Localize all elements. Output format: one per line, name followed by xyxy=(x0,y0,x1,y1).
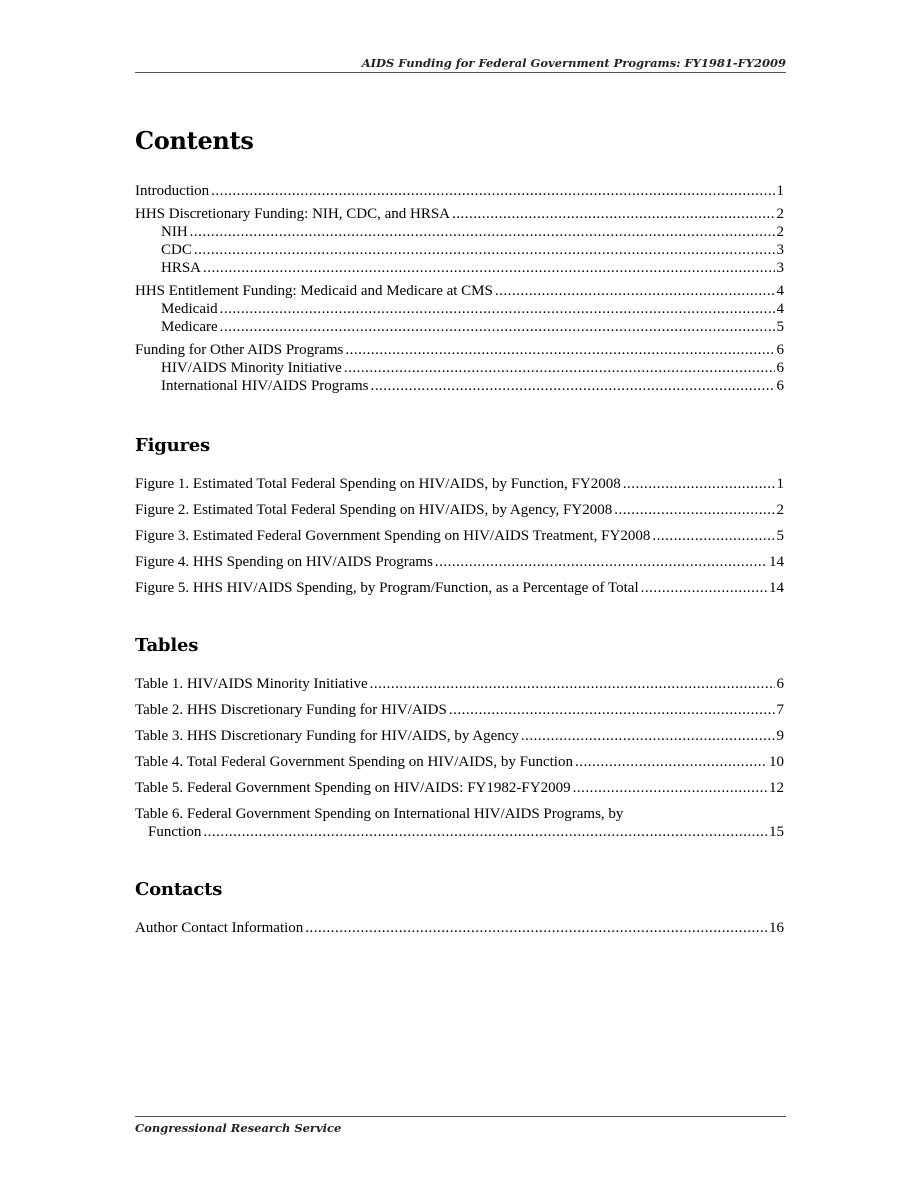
toc-entry-label: Figure 2. Estimated Total Federal Spending on HIV/AIDS, by Agency, FY2008 xyxy=(135,502,613,518)
dot-leader xyxy=(495,282,775,300)
toc-entry-label: Medicare xyxy=(161,319,218,335)
toc-entry-page: 10 xyxy=(769,754,784,770)
toc-entry-page: 16 xyxy=(769,920,784,936)
toc-entry[interactable] xyxy=(135,205,784,223)
dot-leader xyxy=(614,501,774,519)
toc-entry-table-6[interactable] xyxy=(135,805,784,841)
toc-entry-page: 4 xyxy=(776,283,784,299)
toc-entry-page: 2 xyxy=(776,502,784,518)
contents-list xyxy=(135,182,784,395)
toc-entry-label: Author Contact Information xyxy=(135,920,304,936)
toc-entry-page: 3 xyxy=(776,242,784,258)
toc-entry-page: 15 xyxy=(769,824,784,840)
toc-entry-page: 6 xyxy=(776,342,784,358)
toc-entry[interactable] xyxy=(135,579,784,597)
toc-entry-page: 2 xyxy=(776,224,784,240)
toc-entry[interactable] xyxy=(135,259,784,277)
contacts-list xyxy=(135,919,784,937)
dot-leader xyxy=(344,359,775,377)
toc-content xyxy=(135,124,784,937)
toc-entry[interactable] xyxy=(135,377,784,395)
footer-org: Congressional Research Service xyxy=(135,1121,342,1135)
dot-leader xyxy=(370,675,775,693)
dot-leader xyxy=(623,475,775,493)
dot-leader xyxy=(220,300,775,318)
toc-entry-page: 1 xyxy=(776,476,784,492)
dot-leader xyxy=(521,727,775,745)
figures-list xyxy=(135,475,784,597)
toc-entry[interactable] xyxy=(135,223,784,241)
toc-entry-label: Table 1. HIV/AIDS Minority Initiative xyxy=(135,676,368,692)
toc-entry[interactable] xyxy=(135,241,784,259)
toc-entry[interactable] xyxy=(135,300,784,318)
dot-leader xyxy=(203,823,767,841)
toc-entry-page: 12 xyxy=(769,780,784,796)
toc-entry-label: Table 3. HHS Discretionary Funding for HIV/AIDS, by Agency xyxy=(135,728,519,744)
toc-entry-label: Medicaid xyxy=(161,301,218,317)
dot-leader xyxy=(305,919,767,937)
toc-entry-page: 6 xyxy=(776,676,784,692)
toc-entry-label: Table 4. Total Federal Government Spending on HIV/AIDS, by Function xyxy=(135,754,573,770)
dot-leader xyxy=(575,753,767,771)
figures-section xyxy=(135,433,784,597)
toc-entry[interactable] xyxy=(135,701,784,719)
contents-heading: Contents xyxy=(135,126,254,155)
figures-heading: Figures xyxy=(135,435,210,456)
toc-entry-label: Figure 4. HHS Spending on HIV/AIDS Programs xyxy=(135,554,433,570)
toc-entry-label: NIH xyxy=(161,224,188,240)
toc-entry-page: 7 xyxy=(776,702,784,718)
toc-entry[interactable] xyxy=(135,341,784,359)
toc-entry-page: 5 xyxy=(776,528,784,544)
toc-entry-label: CDC xyxy=(161,242,192,258)
dot-leader xyxy=(573,779,767,797)
toc-entry-page: 3 xyxy=(776,260,784,276)
toc-entry-label: Figure 3. Estimated Federal Government Spending on HIV/AIDS Treatment, FY2008 xyxy=(135,528,651,544)
dot-leader xyxy=(435,553,767,571)
toc-entry-label: Table 6. Federal Government Spending on International HIV/AIDS Programs, by xyxy=(135,806,624,822)
toc-entry[interactable] xyxy=(135,282,784,300)
tables-section xyxy=(135,633,784,841)
toc-entry-label: HHS Entitlement Funding: Medicaid and Medicare at CMS xyxy=(135,283,493,299)
toc-entry-page: 6 xyxy=(776,378,784,394)
toc-entry[interactable] xyxy=(135,727,784,745)
toc-entry[interactable] xyxy=(135,553,784,571)
toc-entry-page: 6 xyxy=(776,360,784,376)
dot-leader xyxy=(194,241,775,259)
toc-entry[interactable] xyxy=(135,527,784,545)
toc-entry[interactable] xyxy=(135,501,784,519)
dot-leader xyxy=(211,182,774,200)
toc-entry-page: 9 xyxy=(776,728,784,744)
toc-entry[interactable] xyxy=(135,779,784,797)
contacts-section xyxy=(135,877,784,937)
toc-entry[interactable] xyxy=(135,359,784,377)
dot-leader xyxy=(203,259,774,277)
dot-leader xyxy=(652,527,774,545)
dot-leader xyxy=(449,701,775,719)
toc-entry-page: 1 xyxy=(776,183,784,199)
dot-leader xyxy=(220,318,775,336)
toc-entry[interactable] xyxy=(135,675,784,693)
dot-leader xyxy=(345,341,774,359)
tables-heading: Tables xyxy=(135,635,199,656)
toc-entry[interactable] xyxy=(135,919,784,937)
toc-entry-label: Figure 1. Estimated Total Federal Spending on HIV/AIDS, by Function, FY2008 xyxy=(135,476,621,492)
toc-entry-label: Table 2. HHS Discretionary Funding for HIV/AIDS xyxy=(135,702,447,718)
contents-section xyxy=(135,124,784,395)
toc-entry-label: Introduction xyxy=(135,183,210,199)
toc-entry-label-continued: Function xyxy=(148,824,202,840)
dot-leader xyxy=(452,205,775,223)
toc-entry-label: Figure 5. HHS HIV/AIDS Spending, by Program/Function, as a Percentage of Total xyxy=(135,580,639,596)
dot-leader xyxy=(190,223,775,241)
toc-entry-page: 4 xyxy=(776,301,784,317)
toc-entry-label: International HIV/AIDS Programs xyxy=(161,378,369,394)
toc-entry-page: 14 xyxy=(769,554,784,570)
header-rule xyxy=(135,72,786,73)
dot-leader xyxy=(641,579,767,597)
footer-rule xyxy=(135,1116,786,1117)
toc-entry-label: HIV/AIDS Minority Initiative xyxy=(161,360,342,376)
toc-entry-page: 5 xyxy=(776,319,784,335)
toc-entry[interactable] xyxy=(135,318,784,336)
toc-entry[interactable] xyxy=(135,182,784,200)
toc-entry-label: HRSA xyxy=(161,260,202,276)
dot-leader xyxy=(370,377,774,395)
toc-entry-page: 14 xyxy=(769,580,784,596)
toc-entry[interactable] xyxy=(135,475,784,493)
toc-entry-label: Table 5. Federal Government Spending on HIV/AIDS: FY1982-FY2009 xyxy=(135,780,571,796)
toc-entry-label: HHS Discretionary Funding: NIH, CDC, and HRSA xyxy=(135,206,450,222)
running-header: AIDS Funding for Federal Government Programs: FY1981-FY2009 xyxy=(361,56,786,70)
contacts-heading: Contacts xyxy=(135,879,223,900)
toc-entry[interactable] xyxy=(135,753,784,771)
toc-entry-label: Funding for Other AIDS Programs xyxy=(135,342,344,358)
tables-list xyxy=(135,675,784,797)
toc-entry-page: 2 xyxy=(776,206,784,222)
